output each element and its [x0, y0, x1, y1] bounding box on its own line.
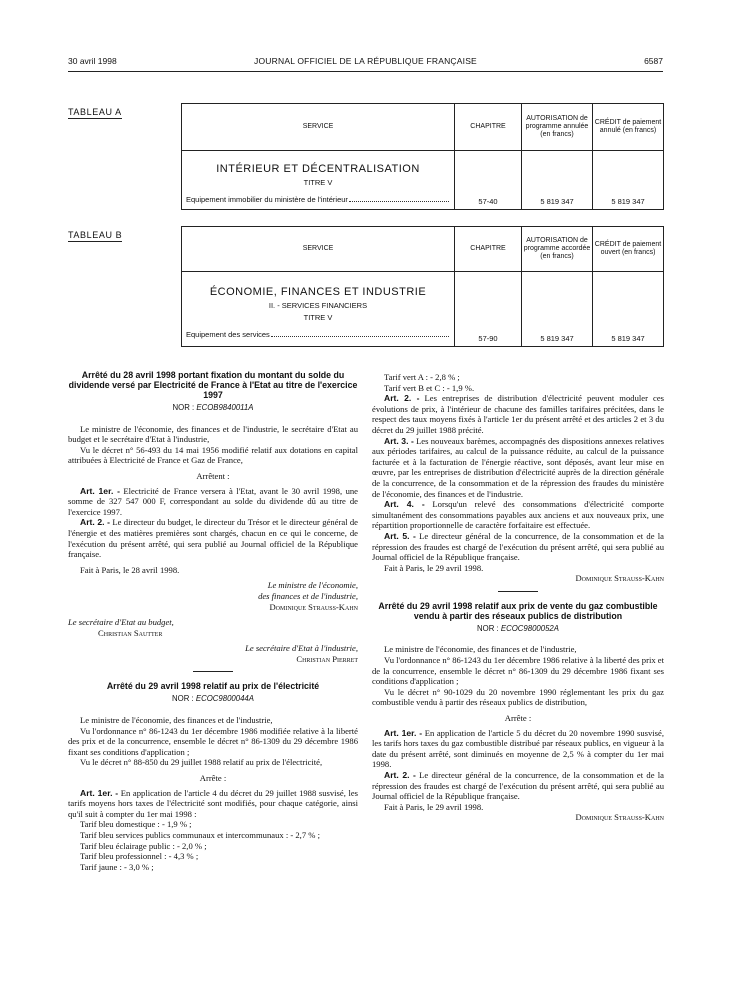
tableau-b-autorisation: 5 819 347 — [540, 334, 574, 343]
tableau-b-title: ÉCONOMIE, FINANCES ET INDUSTRIE — [209, 286, 427, 298]
header-rule — [68, 71, 663, 72]
arrete3-arrete: Arrête : — [504, 713, 532, 724]
tarif-item: Tarif bleu domestique : - 1,9 % ; — [80, 819, 192, 830]
tableau-a-autorisation: 5 819 347 — [540, 197, 574, 206]
arrete1-p1: Le ministre de l'économie, des finances et de l'industrie, le secrétaire d'Etat au budget et le secrétaire d'Etat à l'industrie, — [68, 423, 358, 445]
tableau-a-line: Equipement immobilier du ministère de l'intérieur — [186, 195, 450, 204]
tableau-a-body-row — [182, 151, 663, 209]
page-header — [68, 56, 663, 70]
tableau-b-label: TABLEAU B — [68, 230, 123, 240]
arrete3-nor: NOR : ECOC9800052A — [477, 623, 559, 633]
arrete1-art1: Art. 1er. - Electricité de France versera à l'Etat, avant le 30 avril 1998, une somme de 327 547 000 F, correspondant au solde du dividende dû au titre de l'exercice 1997. — [68, 485, 358, 517]
col-service-header: SERVICE — [302, 244, 334, 252]
header-journal-title: JOURNAL OFFICIEL DE LA RÉPUBLIQUE FRANÇAISE — [254, 56, 477, 66]
arrete3-fait: Fait à Paris, le 29 avril 1998. — [384, 801, 484, 812]
arrete1-title: Arrêté du 28 avril 1998 portant fixation du montant du solde du dividende versé par Electricité de France à l'Etat au titre de l'exercice 1997 — [68, 370, 358, 400]
arrete2-art5: Art. 5. - Le directeur général de la concurrence, de la consommation et de la répression des fraudes est chargé de l'exécution du présent arrêté, qui sera publié au Journal officiel de la République française. — [372, 530, 664, 563]
arrete3-title: Arrêté du 29 avril 1998 relatif aux prix de vente du gaz combustible vendu à partir des réseaux publics de distribution — [378, 600, 658, 621]
tableau-b-header-row — [182, 227, 663, 272]
tableau-b-titre: TITRE V — [303, 313, 333, 322]
tableau-b-body-row — [182, 272, 663, 346]
arrete1-sig2-name: Christian Sautter — [98, 627, 163, 638]
separator — [193, 671, 233, 672]
tableau-a-title: INTÉRIEUR ET DÉCENTRALISATION — [216, 163, 420, 175]
arrete1-arretent: Arrêtent : — [196, 470, 230, 481]
col-credit-header: CRÉDIT de paiement ouvert (en francs) — [592, 227, 663, 271]
col-credit-header: CRÉDIT de paiement annulé (en francs) — [592, 104, 663, 150]
tableau-a — [181, 103, 664, 210]
arrete2-arrete: Arrête : — [199, 773, 227, 784]
arrete3-p3: Vu le décret n° 90-1029 du 20 novembre 1990 réglementant les prix du gaz combustible vendu à partir des réseaux publics de distribution, — [372, 686, 664, 708]
tarif-item: Tarif bleu professionnel : - 4,3 % ; — [80, 851, 199, 862]
separator — [498, 591, 538, 592]
arrete1-art2: Art. 2. - Le directeur du budget, le directeur du Trésor et le directeur général de l'énergie et des matières premières sont chargés, chacun en ce qui le concerne, de l'exécution du présent arrêté, qui sera publié au Journal officiel de la République française. — [68, 517, 358, 560]
col-autorisation-header: AUTORISATION de programme accordée (en francs) — [521, 227, 592, 271]
col-autorisation-header: AUTORISATION de programme annulée (en francs) — [521, 104, 592, 150]
arrete1-sig2-role: Le secrétaire d'Etat au budget, — [68, 617, 174, 628]
col-chapitre-header: CHAPITRE — [454, 227, 521, 271]
arrete2-fait: Fait à Paris, le 29 avril 1998. — [384, 562, 484, 573]
tableau-b-subtitle: II. - SERVICES FINANCIERS — [268, 301, 368, 310]
arrete3-art1: Art. 1er. - En application de l'article 5 du décret du 20 novembre 1990 susvisé, les tarifs hors taxes du gaz combustible distribué par réseaux publics, en vigueur à la date du présent arrêté, sont diminués en moyenne de 2,5 % à compter du 1er mai 1998. — [372, 727, 664, 770]
tableau-b — [181, 226, 664, 347]
arrete1-sig3-name: Christian Pierret — [296, 653, 358, 664]
tableau-a-titre: TITRE V — [303, 178, 333, 187]
arrete1-fait: Fait à Paris, le 28 avril 1998. — [80, 564, 180, 575]
tarif-item: Tarif jaune : - 3,0 % ; — [80, 861, 154, 872]
arrete1-sig1-role-a: Le ministre de l'économie, — [267, 580, 358, 591]
tarif-item: Tarif vert B et C : - 1,9 %. — [384, 382, 475, 393]
tarif-item: Tarif bleu éclairage public : - 2,0 % ; — [80, 840, 207, 851]
arrete1-sig1-role-b: des finances et de l'industrie, — [258, 590, 358, 601]
arrete1-sig3-role: Le secrétaire d'Etat à l'industrie, — [245, 643, 358, 654]
arrete2-art1: Art. 1er. - En application de l'article 4 du décret du 29 juillet 1988 susvisé, les tarifs moyens hors taxes de l'électricité sont modifiés, pour chaque catégorie, ainsi qu'il suit à compter du 1er mai 1998 : — [68, 787, 358, 819]
left-column — [68, 370, 358, 872]
arrete2-title: Arrêté du 29 avril 1998 relatif au prix de l'électricité — [106, 681, 320, 692]
arrete3-p2: Vu l'ordonnance n° 86-1243 du 1er décembre 1986 relative à la liberté des prix et de la concurrence, ensemble le décret n° 86-1309 du 29 décembre 1986 fixant ses conditions d'application ; — [372, 655, 664, 687]
tableau-b-credit: 5 819 347 — [611, 334, 645, 343]
right-column — [372, 372, 664, 823]
tableau-a-chapitre: 57-40 — [478, 197, 498, 206]
col-service-header: SERVICE — [302, 122, 334, 130]
tarif-item: Tarif bleu services publics communaux et intercommunaux : - 2,7 % ; — [80, 830, 320, 840]
arrete2-nor: NOR : ECOC9800044A — [172, 694, 254, 704]
arrete2-art3: Art. 3. - Les nouveaux barèmes, accompagnés des dispositions annexes relatives aux périodes tarifaires, au calcul de la puissance réduite, au calcul de la puissance facturée et à la facturation de l'énergie réactive, sont déposés, avant leur mise en œuvre, par les entreprises de distribution d'électricité auprès de la direction générale de la concurrence, de la consommation et de la répression des fraudes du ministère de l'économie, des finances et de l'industrie. — [372, 435, 664, 499]
arrete3-art2: Art. 2. - Le directeur général de la concurrence, de la consommation et de la répression des fraudes est chargé de l'exécution du présent arrêté, qui sera publié au Journal officiel de la République française. — [372, 770, 664, 802]
arrete3-p1: Le ministre de l'économie, des finances et de l'industrie, — [384, 644, 577, 655]
arrete3-sig-name: Dominique Strauss-Kahn — [575, 812, 664, 823]
tableau-a-label: TABLEAU A — [68, 107, 122, 117]
tableau-a-header-row — [182, 104, 663, 151]
tableau-a-credit: 5 819 347 — [611, 197, 645, 206]
arrete2-art4: Art. 4. - Lorsqu'un relevé des consommations d'électricité comporte simultanément des consommations payables aux anciens et aux nouveaux prix, une répartition proportionnelle de caractère forfaitaire est effectuée. — [372, 499, 664, 531]
tableau-b-line: Equipement des services — [186, 330, 450, 339]
header-date: 30 avril 1998 — [68, 56, 117, 66]
tableau-b-chapitre: 57-90 — [478, 334, 498, 343]
arrete2-art2: Art. 2. - Les entreprises de distribution d'électricité peuvent moduler ces évolutions de prix, à l'intérieur de chacune des familles tarifaires précitées, dans le respect des taux moyens fixés à l'article 1er du présent arrêté et des articles 2 et 3 du décret du 29 juillet 1988 précité. — [372, 393, 664, 435]
arrete2-sig-name: Dominique Strauss-Kahn — [575, 573, 664, 584]
header-page-number: 6587 — [644, 56, 663, 66]
arrete2-p1: Le ministre de l'économie, des finances et de l'industrie, — [80, 715, 273, 726]
col-chapitre-header: CHAPITRE — [454, 104, 521, 150]
arrete1-sig1-name: Dominique Strauss-Kahn — [269, 601, 358, 612]
arrete2-p2: Vu l'ordonnance n° 86-1243 du 1er décembre 1986 modifiée relative à la liberté des prix et de la concurrence, ensemble le décret n° 86-1309 du 29 décembre 1986 fixant ses conditions d'application ; — [68, 725, 358, 757]
arrete2-p3: Vu le décret n° 88-850 du 29 juillet 1988 relatif au prix de l'électricité, — [80, 757, 323, 768]
arrete1-nor: NOR : ECOB9840011A — [172, 403, 254, 412]
tarif-item: Tarif vert A : - 2,8 % ; — [384, 372, 460, 382]
arrete1-p2: Vu le décret n° 56-493 du 14 mai 1956 modifié relatif aux dotations en capital attribuées à Electricité de France et Gaz de France, — [68, 444, 358, 466]
